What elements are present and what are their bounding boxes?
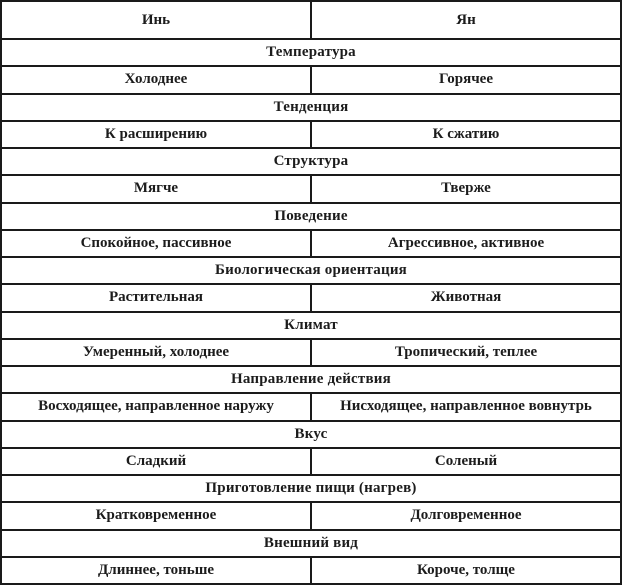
yin-value-cell: Восходящее, направленное наружу: [1, 393, 311, 420]
yang-value-cell: Долговременное: [311, 502, 621, 529]
category-row-cooking: [1, 475, 621, 502]
category-row-action-direction: [1, 366, 621, 393]
category-row-behavior: [1, 203, 621, 230]
category-cell: Направление действия: [1, 366, 621, 393]
values-row-behavior: [1, 230, 621, 257]
yin-value-cell: Сладкий: [1, 448, 311, 475]
category-cell: Структура: [1, 148, 621, 175]
values-row-temperature: [1, 66, 621, 93]
header-row: [1, 1, 621, 39]
category-cell: Температура: [1, 39, 621, 66]
yang-value-cell: Нисходящее, направленное вовнутрь: [311, 393, 621, 420]
category-row-taste: [1, 421, 621, 448]
values-row-cooking: [1, 502, 621, 529]
category-cell: Внешний вид: [1, 530, 621, 557]
category-row-biological-orientation: [1, 257, 621, 284]
yin-value-cell: Длиннее, тоньше: [1, 557, 311, 584]
values-row-structure: [1, 175, 621, 202]
yang-value-cell: Горячее: [311, 66, 621, 93]
category-cell: Вкус: [1, 421, 621, 448]
values-row-biological-orientation: [1, 284, 621, 311]
category-cell: Тенденция: [1, 94, 621, 121]
category-cell: Биологическая ориентация: [1, 257, 621, 284]
header-cell-yang: Ян: [311, 1, 621, 39]
yang-value-cell: Соленый: [311, 448, 621, 475]
category-row-temperature: [1, 39, 621, 66]
yang-value-cell: Агрессивное, активное: [311, 230, 621, 257]
category-cell: Поведение: [1, 203, 621, 230]
yang-value-cell: Животная: [311, 284, 621, 311]
yin-value-cell: Растительная: [1, 284, 311, 311]
yin-value-cell: К расширению: [1, 121, 311, 148]
yin-value-cell: Умеренный, холоднее: [1, 339, 311, 366]
category-row-climate: [1, 312, 621, 339]
category-row-tendency: [1, 94, 621, 121]
yin-value-cell: Мягче: [1, 175, 311, 202]
yang-value-cell: Тверже: [311, 175, 621, 202]
values-row-tendency: [1, 121, 621, 148]
values-row-taste: [1, 448, 621, 475]
yin-value-cell: Спокойное, пассивное: [1, 230, 311, 257]
yang-value-cell: К сжатию: [311, 121, 621, 148]
yang-value-cell: Короче, толще: [311, 557, 621, 584]
category-row-structure: [1, 148, 621, 175]
values-row-appearance: [1, 557, 621, 584]
header-cell-yin: Инь: [1, 1, 311, 39]
yin-value-cell: Кратковременное: [1, 502, 311, 529]
values-row-action-direction: [1, 393, 621, 420]
category-row-appearance: [1, 530, 621, 557]
category-cell: Приготовление пищи (нагрев): [1, 475, 621, 502]
yang-value-cell: Тропический, теплее: [311, 339, 621, 366]
values-row-climate: [1, 339, 621, 366]
yin-value-cell: Холоднее: [1, 66, 311, 93]
category-cell: Климат: [1, 312, 621, 339]
